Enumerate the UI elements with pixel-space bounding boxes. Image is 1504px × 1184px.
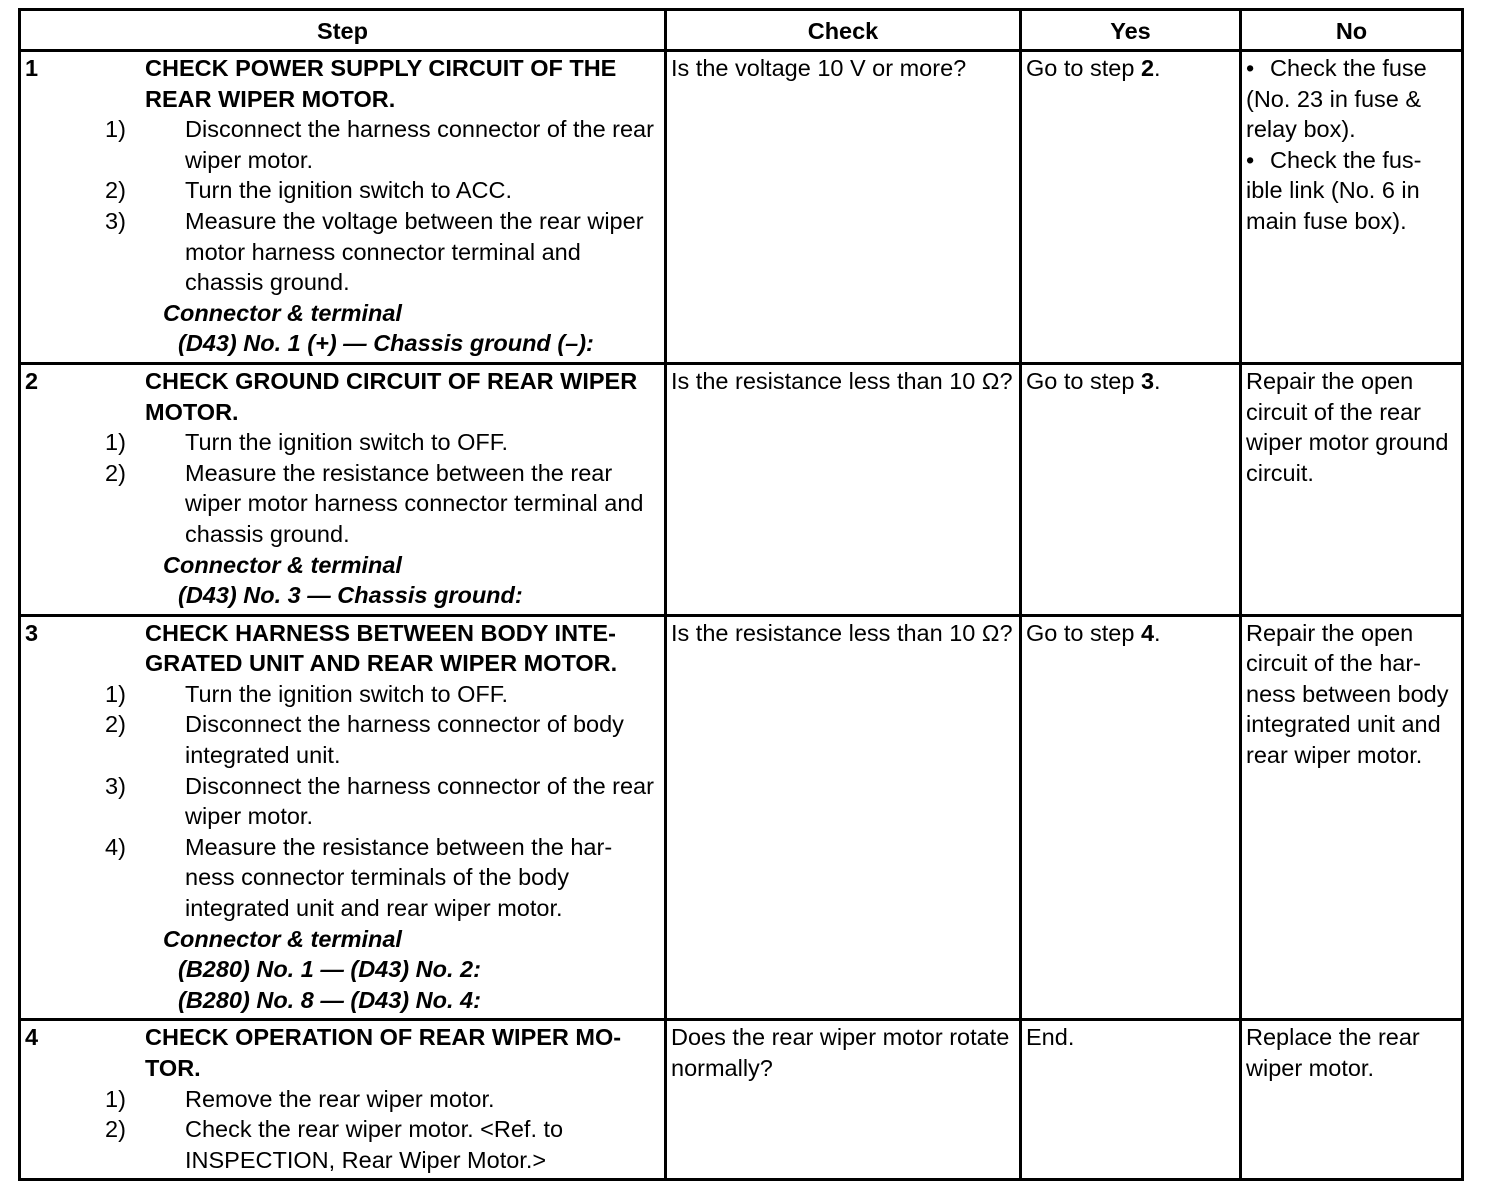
header-no: No (1241, 10, 1463, 51)
condition-line: (D43) No. 3 — Chassis ground: (178, 582, 523, 609)
no-cell (1241, 51, 1463, 364)
instruction-number: 2) (105, 1116, 126, 1143)
instruction-text: Measure the resistance between the rear wiper motor harness connector terminal and chassis ground. (185, 459, 644, 547)
yes-prefix: Go to step (1026, 619, 1141, 646)
instruction-text: Turn the ignition switch to OFF. (185, 429, 509, 456)
step-cell (20, 1020, 666, 1180)
instruction-item (105, 427, 660, 458)
condition-title: Connector & terminal (163, 299, 402, 326)
instruction-item (105, 114, 660, 175)
instruction-number: 1) (105, 116, 126, 143)
no-text: Replace the rear wiper motor. (1246, 1024, 1420, 1081)
header-yes: Yes (1021, 10, 1241, 51)
instruction-item (105, 1084, 660, 1115)
instruction-number: 3) (105, 207, 126, 234)
yes-cell (1021, 363, 1241, 615)
check-cell: Is the resistance less than 10 Ω? (666, 363, 1021, 615)
no-cell (1241, 615, 1463, 1020)
step-content (25, 53, 660, 359)
step-number: 4 (25, 1024, 39, 1051)
step-body (105, 53, 660, 359)
table-row (20, 363, 1463, 615)
instruction-item (105, 206, 660, 298)
step-number: 3 (25, 619, 39, 646)
header-check: Check (666, 10, 1021, 51)
instruction-number: 2) (105, 459, 126, 486)
instruction-number: 1) (105, 1085, 126, 1112)
yes-suffix: . (1154, 367, 1161, 394)
instruction-text: Check the rear wiper motor. <Ref. to INSPECTION, Rear Wiper Motor.> (185, 1116, 564, 1173)
check-cell: Is the resistance less than 10 Ω? (666, 615, 1021, 1020)
instruction-item (105, 832, 660, 924)
table-body (20, 51, 1463, 1180)
yes-suffix: . (1154, 619, 1161, 646)
step-title: CHECK OPERATION OF REAR WIPER MO-TOR. (145, 1024, 622, 1081)
condition-line: (B280) No. 8 — (D43) No. 4: (178, 986, 481, 1013)
yes-step-ref[interactable]: 4 (1140, 619, 1155, 646)
yes-prefix: Go to step (1026, 55, 1141, 81)
no-cell (1241, 1020, 1463, 1180)
step-cell (20, 51, 666, 364)
instruction-text: Measure the resistance between the har-ness connector terminals of the body integrated unit and rear wiper motor. (185, 833, 613, 922)
step-body (105, 618, 660, 1016)
condition-title: Connector & terminal (163, 925, 402, 952)
instruction-number: 1) (105, 680, 126, 707)
yes-cell (1021, 615, 1241, 1020)
step-number: 1 (25, 55, 39, 81)
check-cell: Is the voltage 10 V or more? (666, 51, 1021, 364)
table-row (20, 615, 1463, 1020)
instruction-text: Turn the ignition switch to OFF. (185, 680, 509, 707)
bullet-icon: • (1246, 55, 1255, 81)
no-cell (1241, 363, 1463, 615)
step-content (25, 618, 660, 1016)
step-cell (20, 615, 666, 1020)
no-text: Repair the open circuit of the har-ness between body integrated unit and rear wiper motor. (1246, 619, 1449, 769)
table-row (20, 1020, 1463, 1180)
table-row (20, 51, 1463, 364)
instruction-number: 4) (105, 833, 126, 860)
step-number: 2 (25, 367, 39, 394)
yes-prefix: Go to step (1026, 367, 1141, 394)
step-title: CHECK HARNESS BETWEEN BODY INTE-GRATED UNIT AND REAR WIPER MOTOR. (145, 619, 618, 677)
instruction-text: Turn the ignition switch to ACC. (185, 177, 512, 204)
no-bullet-text: Check the fus-ible link (No. 6 in main fuse box). (1246, 146, 1422, 234)
header-row (20, 10, 1463, 51)
yes-suffix: . (1154, 55, 1161, 81)
instruction-text: Disconnect the harness connector of the rear wiper motor. (185, 116, 654, 173)
instruction-number: 2) (105, 711, 126, 738)
diagnostic-table (18, 8, 1464, 1181)
step-body (105, 366, 660, 611)
step-title: CHECK GROUND CIRCUIT OF REAR WIPER MOTOR. (145, 367, 638, 425)
check-cell: Does the rear wiper motor rotate normally? (666, 1020, 1021, 1180)
instruction-item (105, 1114, 660, 1175)
no-bullet-item (1246, 53, 1457, 145)
instruction-item (105, 709, 660, 770)
instruction-item (105, 458, 660, 550)
instruction-number: 3) (105, 772, 126, 799)
step-title: CHECK POWER SUPPLY CIRCUIT OF THE REAR WIPER MOTOR. (145, 55, 617, 112)
no-bullet-text: Check the fuse (No. 23 in fuse & relay box). (1246, 55, 1427, 143)
bullet-icon: • (1246, 146, 1255, 173)
step-body (105, 1022, 660, 1175)
instruction-number: 1) (105, 429, 126, 456)
instruction-item (105, 771, 660, 832)
yes-step-ref[interactable]: 3 (1140, 367, 1155, 394)
step-content (25, 1022, 660, 1175)
no-bullet-item (1246, 145, 1457, 237)
step-cell (20, 363, 666, 615)
instruction-number: 2) (105, 177, 126, 204)
instruction-text: Measure the voltage between the rear wiper motor harness connector terminal and chassis ground. (185, 207, 644, 296)
yes-cell (1021, 1020, 1241, 1180)
no-text: Repair the open circuit of the rear wiper motor ground circuit. (1246, 367, 1449, 486)
header-step: Step (20, 10, 666, 51)
yes-step-ref[interactable]: 2 (1140, 55, 1155, 81)
instruction-text: Disconnect the harness connector of the rear wiper motor. (185, 772, 654, 830)
instruction-text: Remove the rear wiper motor. (185, 1085, 495, 1112)
yes-cell (1021, 51, 1241, 364)
condition-line: (D43) No. 1 (+) — Chassis ground (–): (178, 330, 594, 357)
instruction-item (105, 175, 660, 206)
step-content (25, 366, 660, 611)
condition-line: (B280) No. 1 — (D43) No. 2: (178, 956, 481, 983)
yes-prefix: End. (1026, 1024, 1075, 1051)
instruction-item (105, 679, 660, 710)
instruction-text: Disconnect the harness connector of body integrated unit. (185, 711, 624, 769)
condition-title: Connector & terminal (163, 551, 402, 578)
